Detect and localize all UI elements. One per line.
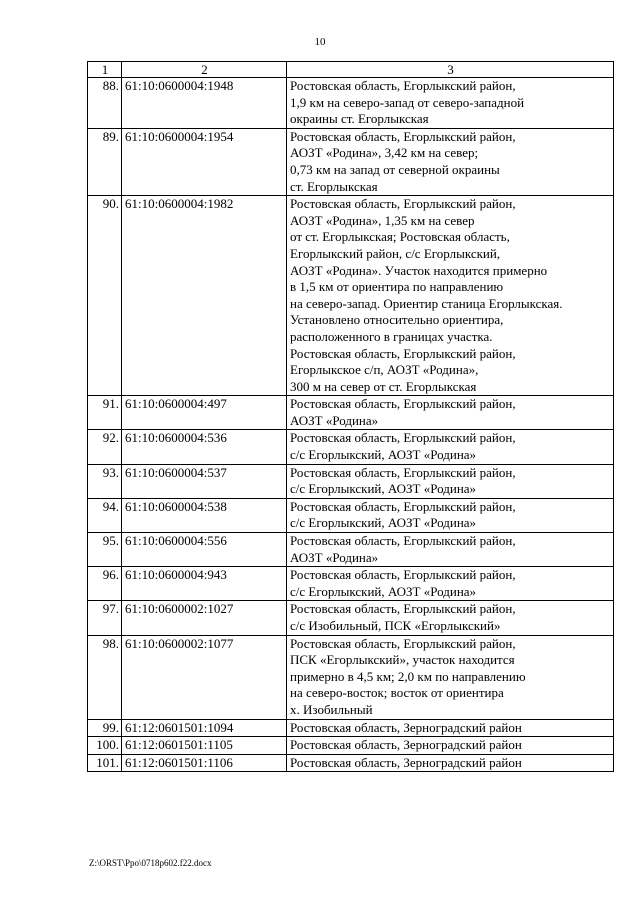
- cadastral-number: 61:10:0600004:556: [122, 533, 287, 567]
- location-line: АОЗТ «Родина»: [290, 549, 379, 565]
- table-row: [88, 430, 614, 464]
- location-line: с/с Егорлыкский, АОЗТ «Родина»: [290, 515, 477, 531]
- cadastral-number: 61:10:0600002:1027: [122, 601, 287, 635]
- row-number: 88.: [88, 78, 122, 129]
- location-line: с/с Егорлыкский, АОЗТ «Родина»: [290, 583, 477, 599]
- table-row: [88, 533, 614, 567]
- location-description: [287, 498, 614, 532]
- header-col-1: 1: [88, 62, 122, 78]
- row-number: 101.: [88, 754, 122, 772]
- row-number: 97.: [88, 601, 122, 635]
- location-line: Ростовская область, Егорлыкский район,: [290, 396, 516, 412]
- location-description: [287, 128, 614, 195]
- location-line: расположенного в границах участка.: [290, 328, 493, 344]
- cadastral-number: 61:10:0600004:1954: [122, 128, 287, 195]
- location-line: Ростовская область, Егорлыкский район,: [290, 464, 516, 480]
- location-description: [287, 754, 614, 772]
- location-line: окраины ст. Егорлыкская: [290, 111, 429, 127]
- location-line: с/с Егорлыкский, АОЗТ «Родина»: [290, 481, 477, 497]
- location-description: [287, 396, 614, 430]
- location-line: Ростовская область, Егорлыкский район,: [290, 533, 516, 549]
- location-line: от ст. Егорлыкская; Ростовская область,: [290, 229, 510, 245]
- table-row: [88, 78, 614, 129]
- location-line: Ростовская область, Зерноградский район: [290, 754, 522, 770]
- location-line: Ростовская область, Егорлыкский район,: [290, 430, 516, 446]
- location-description: [287, 430, 614, 464]
- footer-file-path: Z:\ORST\Ppo\0718p602.f22.docx: [89, 858, 212, 868]
- location-line: Ростовская область, Зерноградский район: [290, 737, 522, 753]
- location-line: Ростовская область, Егорлыкский район,: [290, 498, 516, 514]
- cadastral-number: 61:10:0600004:538: [122, 498, 287, 532]
- cadastral-number: 61:10:0600002:1077: [122, 635, 287, 719]
- row-number: 90.: [88, 196, 122, 396]
- row-number: 95.: [88, 533, 122, 567]
- location-line: х. Изобильный: [290, 701, 373, 717]
- location-line: с/с Егорлыкский, АОЗТ «Родина»: [290, 447, 477, 463]
- location-description: [287, 737, 614, 755]
- table-row: [88, 196, 614, 396]
- row-number: 92.: [88, 430, 122, 464]
- table-row: [88, 635, 614, 719]
- header-col-2: 2: [122, 62, 287, 78]
- row-number: 89.: [88, 128, 122, 195]
- location-description: [287, 464, 614, 498]
- location-line: Ростовская область, Зерноградский район: [290, 719, 522, 735]
- row-number: 99.: [88, 719, 122, 737]
- cadastral-number: 61:10:0600004:1982: [122, 196, 287, 396]
- location-line: 0,73 км на запад от северной окраины: [290, 161, 500, 177]
- location-line: Ростовская область, Егорлыкский район,: [290, 635, 516, 651]
- location-line: ст. Егорлыкская: [290, 178, 378, 194]
- location-line: Ростовская область, Егорлыкский район,: [290, 128, 516, 144]
- location-line: АОЗТ «Родина». Участок находится примерно: [290, 262, 548, 278]
- table-row: [88, 567, 614, 601]
- table-row: [88, 464, 614, 498]
- location-line: АОЗТ «Родина»: [290, 412, 379, 428]
- location-description: [287, 719, 614, 737]
- table-row: [88, 128, 614, 195]
- location-line: в 1,5 км от ориентира по направлению: [290, 279, 504, 295]
- cadastral-number: 61:10:0600004:497: [122, 396, 287, 430]
- location-description: [287, 567, 614, 601]
- location-line: ПСК «Егорлыкский», участок находится: [290, 652, 515, 668]
- cadastral-number: 61:12:0601501:1105: [122, 737, 287, 755]
- table-row: [88, 498, 614, 532]
- location-line: 300 м на север от ст. Егорлыкская: [290, 378, 477, 394]
- table-row: [88, 754, 614, 772]
- location-line: Установлено относительно ориентира,: [290, 312, 504, 328]
- page-number: 10: [314, 36, 326, 48]
- table-row: [88, 737, 614, 755]
- row-number: 91.: [88, 396, 122, 430]
- table-header-row: [88, 62, 614, 78]
- row-number: 93.: [88, 464, 122, 498]
- location-line: Ростовская область, Егорлыкский район,: [290, 196, 516, 212]
- location-line: с/с Изобильный, ПСК «Егорлыкский»: [290, 618, 501, 633]
- location-line: Ростовская область, Егорлыкский район,: [290, 78, 516, 93]
- location-line: на северо-запад. Ориентир станица Егорлыкская.: [290, 295, 563, 311]
- table-row: [88, 396, 614, 430]
- location-line: АОЗТ «Родина», 3,42 км на север;: [290, 145, 479, 161]
- table-row: [88, 601, 614, 635]
- land-plot-table: [87, 61, 614, 772]
- row-number: 98.: [88, 635, 122, 719]
- location-line: на северо-восток; восток от ориентира: [290, 685, 504, 701]
- location-line: 1,9 км на северо-запад от северо-западной: [290, 94, 525, 110]
- cadastral-number: 61:12:0601501:1094: [122, 719, 287, 737]
- location-line: Егорлыкское с/п, АОЗТ «Родина»,: [290, 362, 479, 378]
- cadastral-number: 61:10:0600004:1948: [122, 78, 287, 129]
- header-col-3: 3: [287, 62, 614, 78]
- location-line: Егорлыкский район, с/с Егорлыкский,: [290, 245, 501, 261]
- location-line: Ростовская область, Егорлыкский район,: [290, 601, 516, 617]
- row-number: 96.: [88, 567, 122, 601]
- location-description: [287, 635, 614, 719]
- table-row: [88, 719, 614, 737]
- cadastral-number: 61:10:0600004:943: [122, 567, 287, 601]
- location-description: [287, 533, 614, 567]
- location-line: АОЗТ «Родина», 1,35 км на север: [290, 212, 475, 228]
- location-line: примерно в 4,5 км; 2,0 км по направлению: [290, 668, 526, 684]
- cadastral-number: 61:10:0600004:536: [122, 430, 287, 464]
- row-number: 100.: [88, 737, 122, 755]
- location-description: [287, 78, 614, 129]
- row-number: 94.: [88, 498, 122, 532]
- location-description: [287, 196, 614, 396]
- location-line: Ростовская область, Егорлыкский район,: [290, 567, 516, 583]
- cadastral-number: 61:12:0601501:1106: [122, 754, 287, 772]
- cadastral-number: 61:10:0600004:537: [122, 464, 287, 498]
- location-line: Ростовская область, Егорлыкский район,: [290, 345, 516, 361]
- location-description: [287, 601, 614, 635]
